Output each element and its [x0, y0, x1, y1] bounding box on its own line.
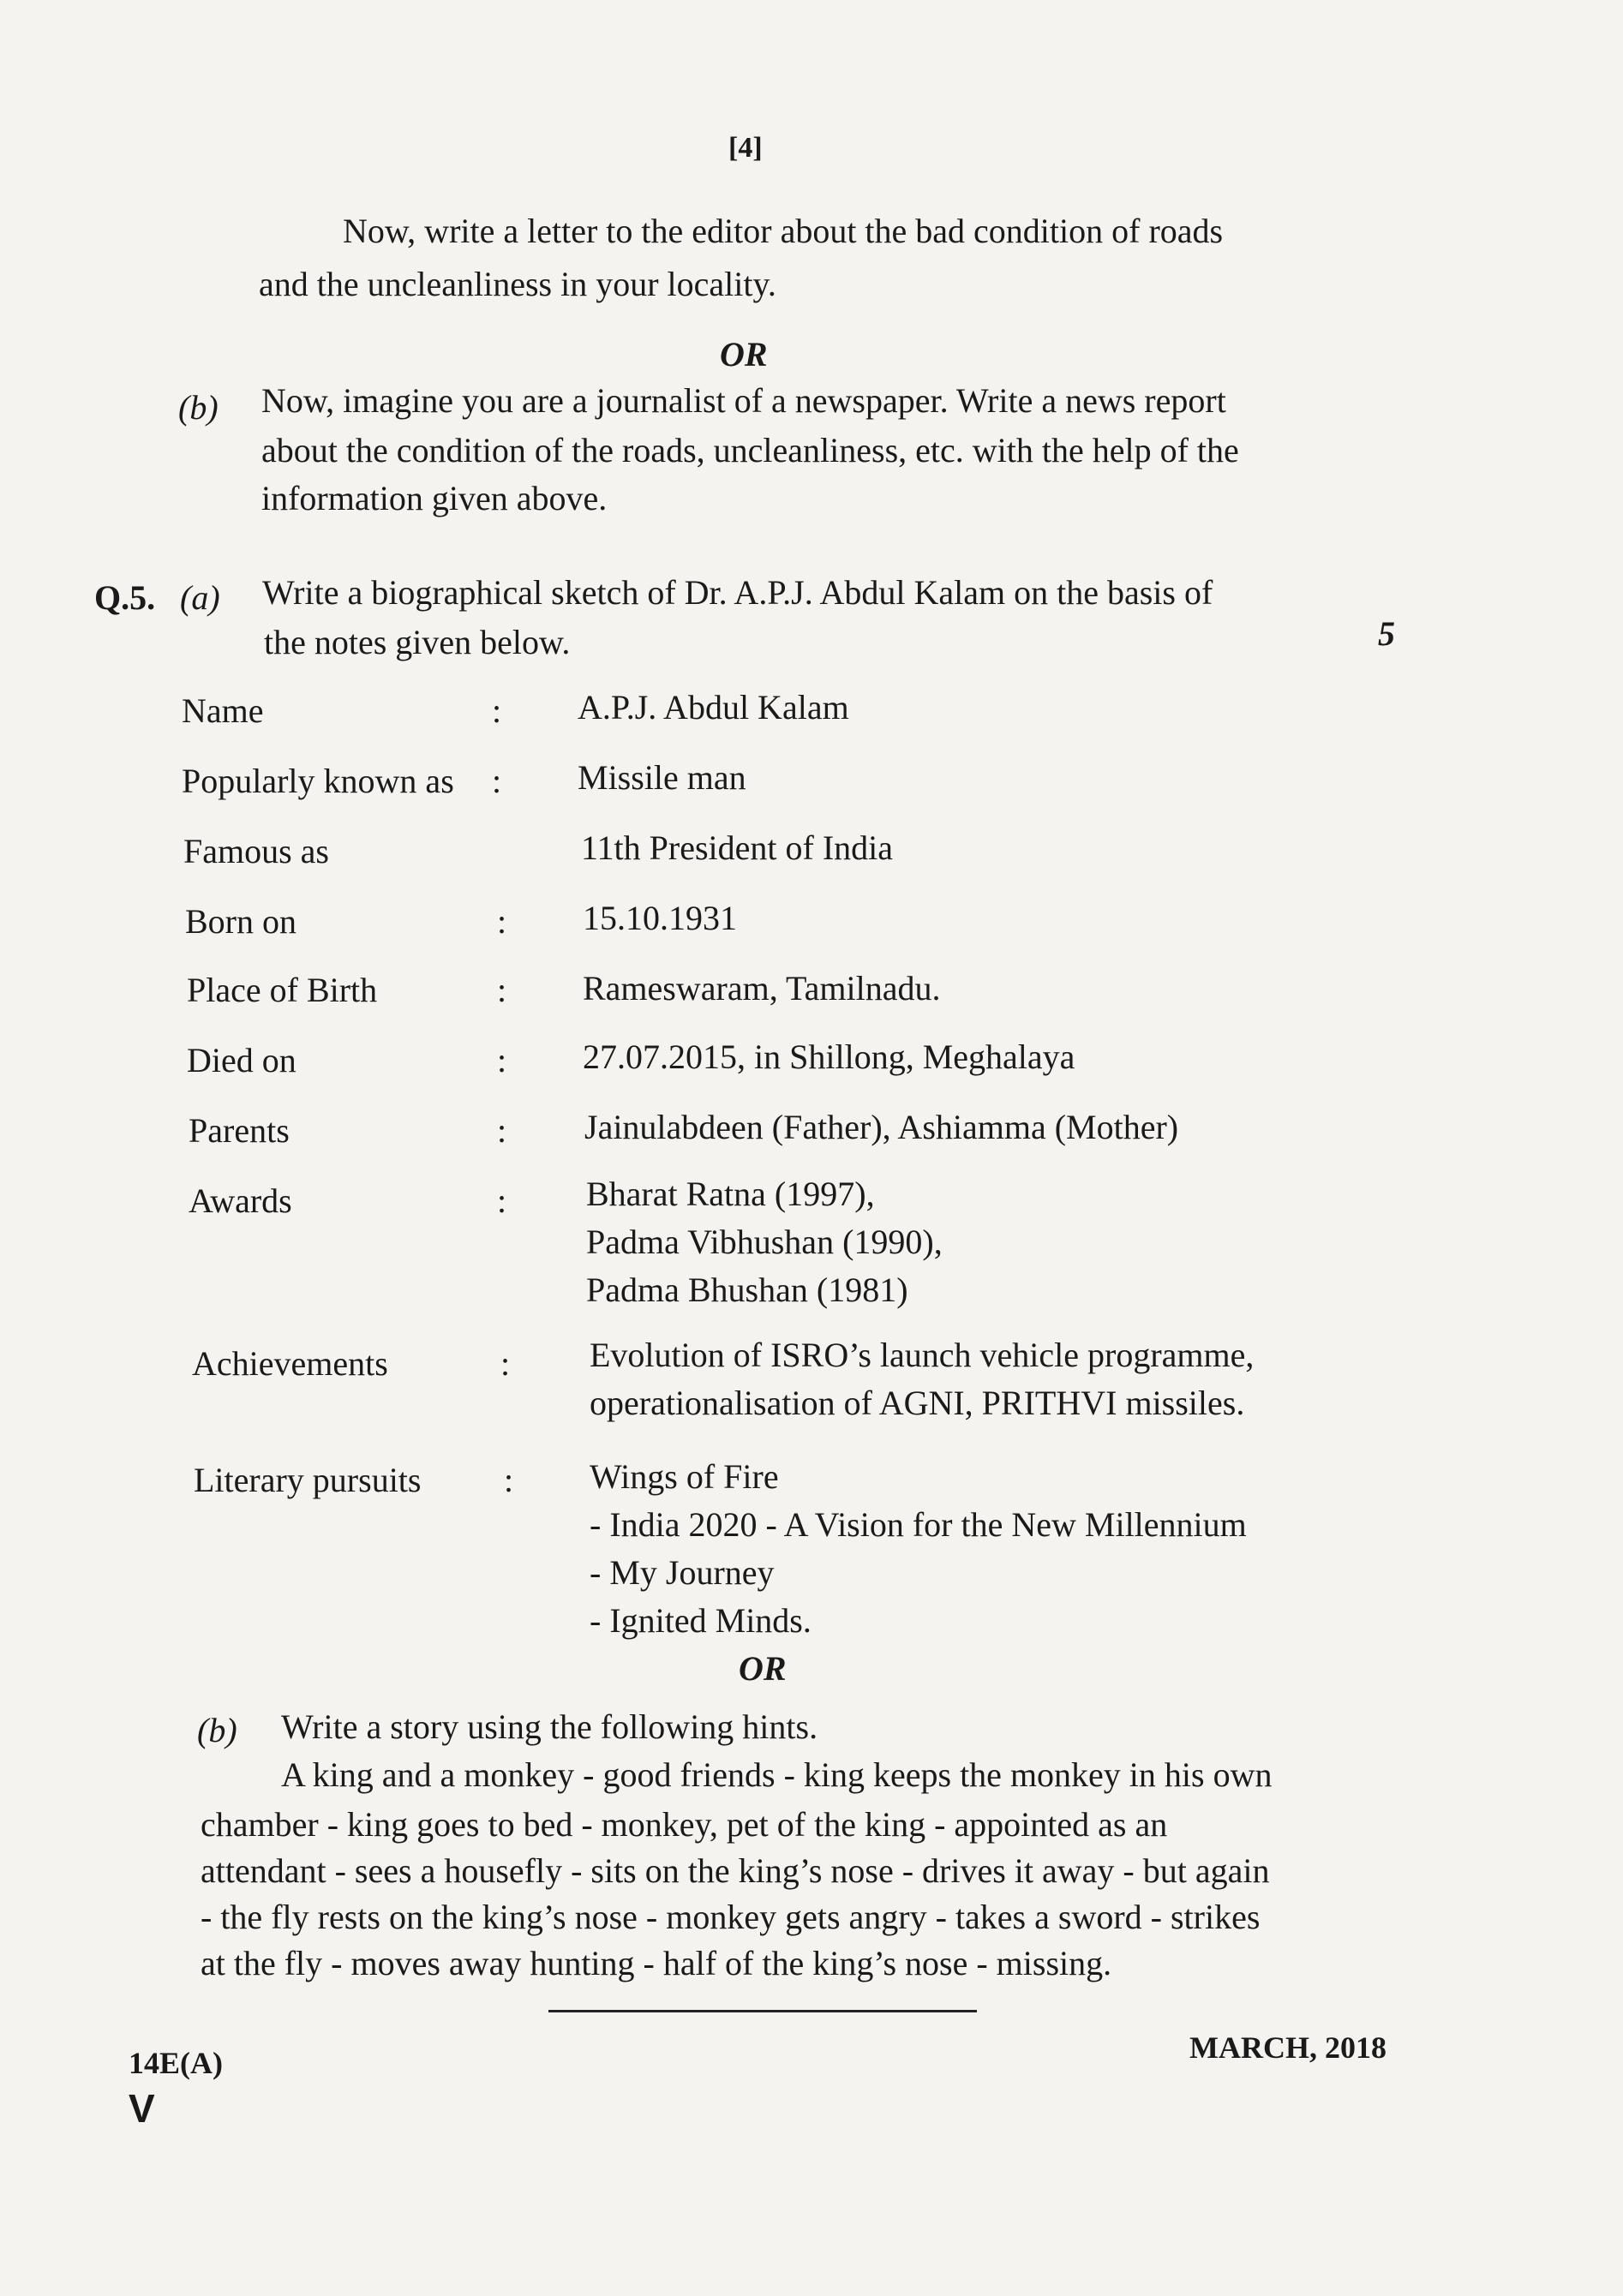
- note-row-famous-as: [183, 828, 1400, 879]
- note-row-parents: [189, 1110, 1405, 1158]
- note-value-line: - My Journey: [590, 1553, 775, 1592]
- note-value: [586, 1170, 943, 1314]
- q5b-hint-line: attendant - sees a housefly - sits on the king’s nose - drives it away - but again: [201, 1851, 1270, 1890]
- note-value-line: Padma Vibhushan (1990),: [586, 1223, 943, 1261]
- q5b-hint-line: at the fly - moves away hunting - half of the king’s nose - missing.: [201, 1944, 1112, 1982]
- note-label: Popularly known as: [182, 762, 454, 800]
- note-value: [581, 824, 893, 872]
- footer-exam-date: MARCH, 2018: [1189, 2030, 1386, 2065]
- q4b-line-2: about the condition of the roads, uncleanliness, etc. with the help of the: [261, 431, 1239, 469]
- note-label: Famous as: [183, 832, 329, 870]
- q4b-line-3: information given above.: [261, 479, 608, 517]
- note-row-awards: [189, 1175, 1405, 1326]
- q5-number: Q.5.: [94, 578, 156, 617]
- q5-marks: 5: [1378, 614, 1395, 653]
- note-label: Place of Birth: [187, 971, 378, 1009]
- note-label: Parents: [189, 1111, 290, 1150]
- note-value-line: operationalisation of AGNI, PRITHVI missiles.: [590, 1384, 1245, 1422]
- note-colon: :: [492, 691, 502, 730]
- end-rule: [548, 2010, 977, 2012]
- note-row-born-on: [185, 901, 1402, 949]
- note-value: [578, 684, 849, 732]
- note-value-line: 27.07.2015, in Shillong, Meghalaya: [583, 1037, 1075, 1076]
- page-number: [4]: [728, 132, 763, 164]
- note-value-line: Rameswaram, Tamilnadu.: [583, 969, 941, 1007]
- note-colon: :: [497, 1041, 507, 1079]
- note-value-line: - Ignited Minds.: [590, 1601, 812, 1640]
- q5b-hint-line: chamber - king goes to bed - monkey, pet of the king - appointed as an: [201, 1805, 1168, 1844]
- note-row-died-on: [187, 1037, 1404, 1088]
- note-label: Died on: [187, 1041, 296, 1079]
- q5b-prompt: Write a story using the following hints.: [281, 1707, 818, 1746]
- note-colon: :: [497, 902, 507, 941]
- note-colon: :: [504, 1461, 514, 1499]
- note-value: [590, 1331, 1254, 1427]
- note-value: [584, 1103, 1178, 1151]
- note-label: Name: [182, 691, 264, 730]
- note-row-literary-pursuits: [194, 1457, 1410, 1657]
- or-separator-2: OR: [739, 1649, 787, 1688]
- note-label: Awards: [189, 1181, 292, 1220]
- q4b-line-1: Now, imagine you are a journalist of a newspaper. Write a news report: [261, 381, 1226, 420]
- note-label: Literary pursuits: [194, 1461, 422, 1499]
- note-row-achievements: [192, 1336, 1409, 1439]
- note-value-line: Jainulabdeen (Father), Ashiamma (Mother): [584, 1108, 1179, 1146]
- note-colon: :: [492, 762, 502, 800]
- note-value: [583, 965, 940, 1013]
- note-colon: :: [497, 1181, 507, 1220]
- note-value-line: Bharat Ratna (1997),: [586, 1175, 875, 1213]
- note-value-line: Padma Bhushan (1981): [586, 1271, 908, 1309]
- note-colon: :: [497, 1111, 507, 1150]
- footer-set-code: V: [129, 2086, 155, 2131]
- note-row-popularly-known: [182, 758, 1398, 809]
- q5a-line-1: Write a biographical sketch of Dr. A.P.J. Abdul Kalam on the basis of: [262, 573, 1213, 612]
- note-value-line: 11th President of India: [581, 828, 894, 867]
- q5b-label: (b): [197, 1711, 237, 1749]
- note-value-line: A.P.J. Abdul Kalam: [578, 688, 849, 726]
- footer-paper-code: 14E(A): [129, 2046, 223, 2080]
- note-label: Born on: [185, 902, 296, 941]
- q5b-hint-line: - the fly rests on the king’s nose - monkey gets angry - takes a sword - strikes: [201, 1898, 1261, 1936]
- or-separator-1: OR: [720, 335, 768, 374]
- note-value-line: Wings of Fire: [590, 1457, 779, 1496]
- note-value: [583, 1033, 1075, 1081]
- note-value: [583, 894, 737, 942]
- note-value-line: Evolution of ISRO’s launch vehicle programme,: [590, 1336, 1255, 1374]
- note-value-line: Missile man: [578, 758, 746, 797]
- note-value-line: 15.10.1931: [583, 899, 737, 937]
- note-colon: :: [500, 1344, 511, 1383]
- note-colon: :: [497, 971, 507, 1009]
- q4b-label: (b): [178, 388, 219, 427]
- note-value: [578, 754, 746, 802]
- q5b-hint-line: A king and a monkey - good friends - king keeps the monkey in his own: [281, 1755, 1273, 1794]
- note-value-line: - India 2020 - A Vision for the New Millennium: [590, 1505, 1247, 1544]
- intro-letter-line-2: and the uncleanliness in your locality.: [259, 265, 776, 303]
- note-value: [590, 1453, 1247, 1645]
- q5a-line-2: the notes given below.: [264, 623, 571, 661]
- intro-letter-line-1: Now, write a letter to the editor about the bad condition of roads: [343, 212, 1224, 250]
- note-label: Achievements: [192, 1344, 388, 1383]
- note-row-place-of-birth: [187, 970, 1404, 1018]
- q5a-label: (a): [180, 578, 220, 617]
- note-row-name: [182, 688, 1398, 738]
